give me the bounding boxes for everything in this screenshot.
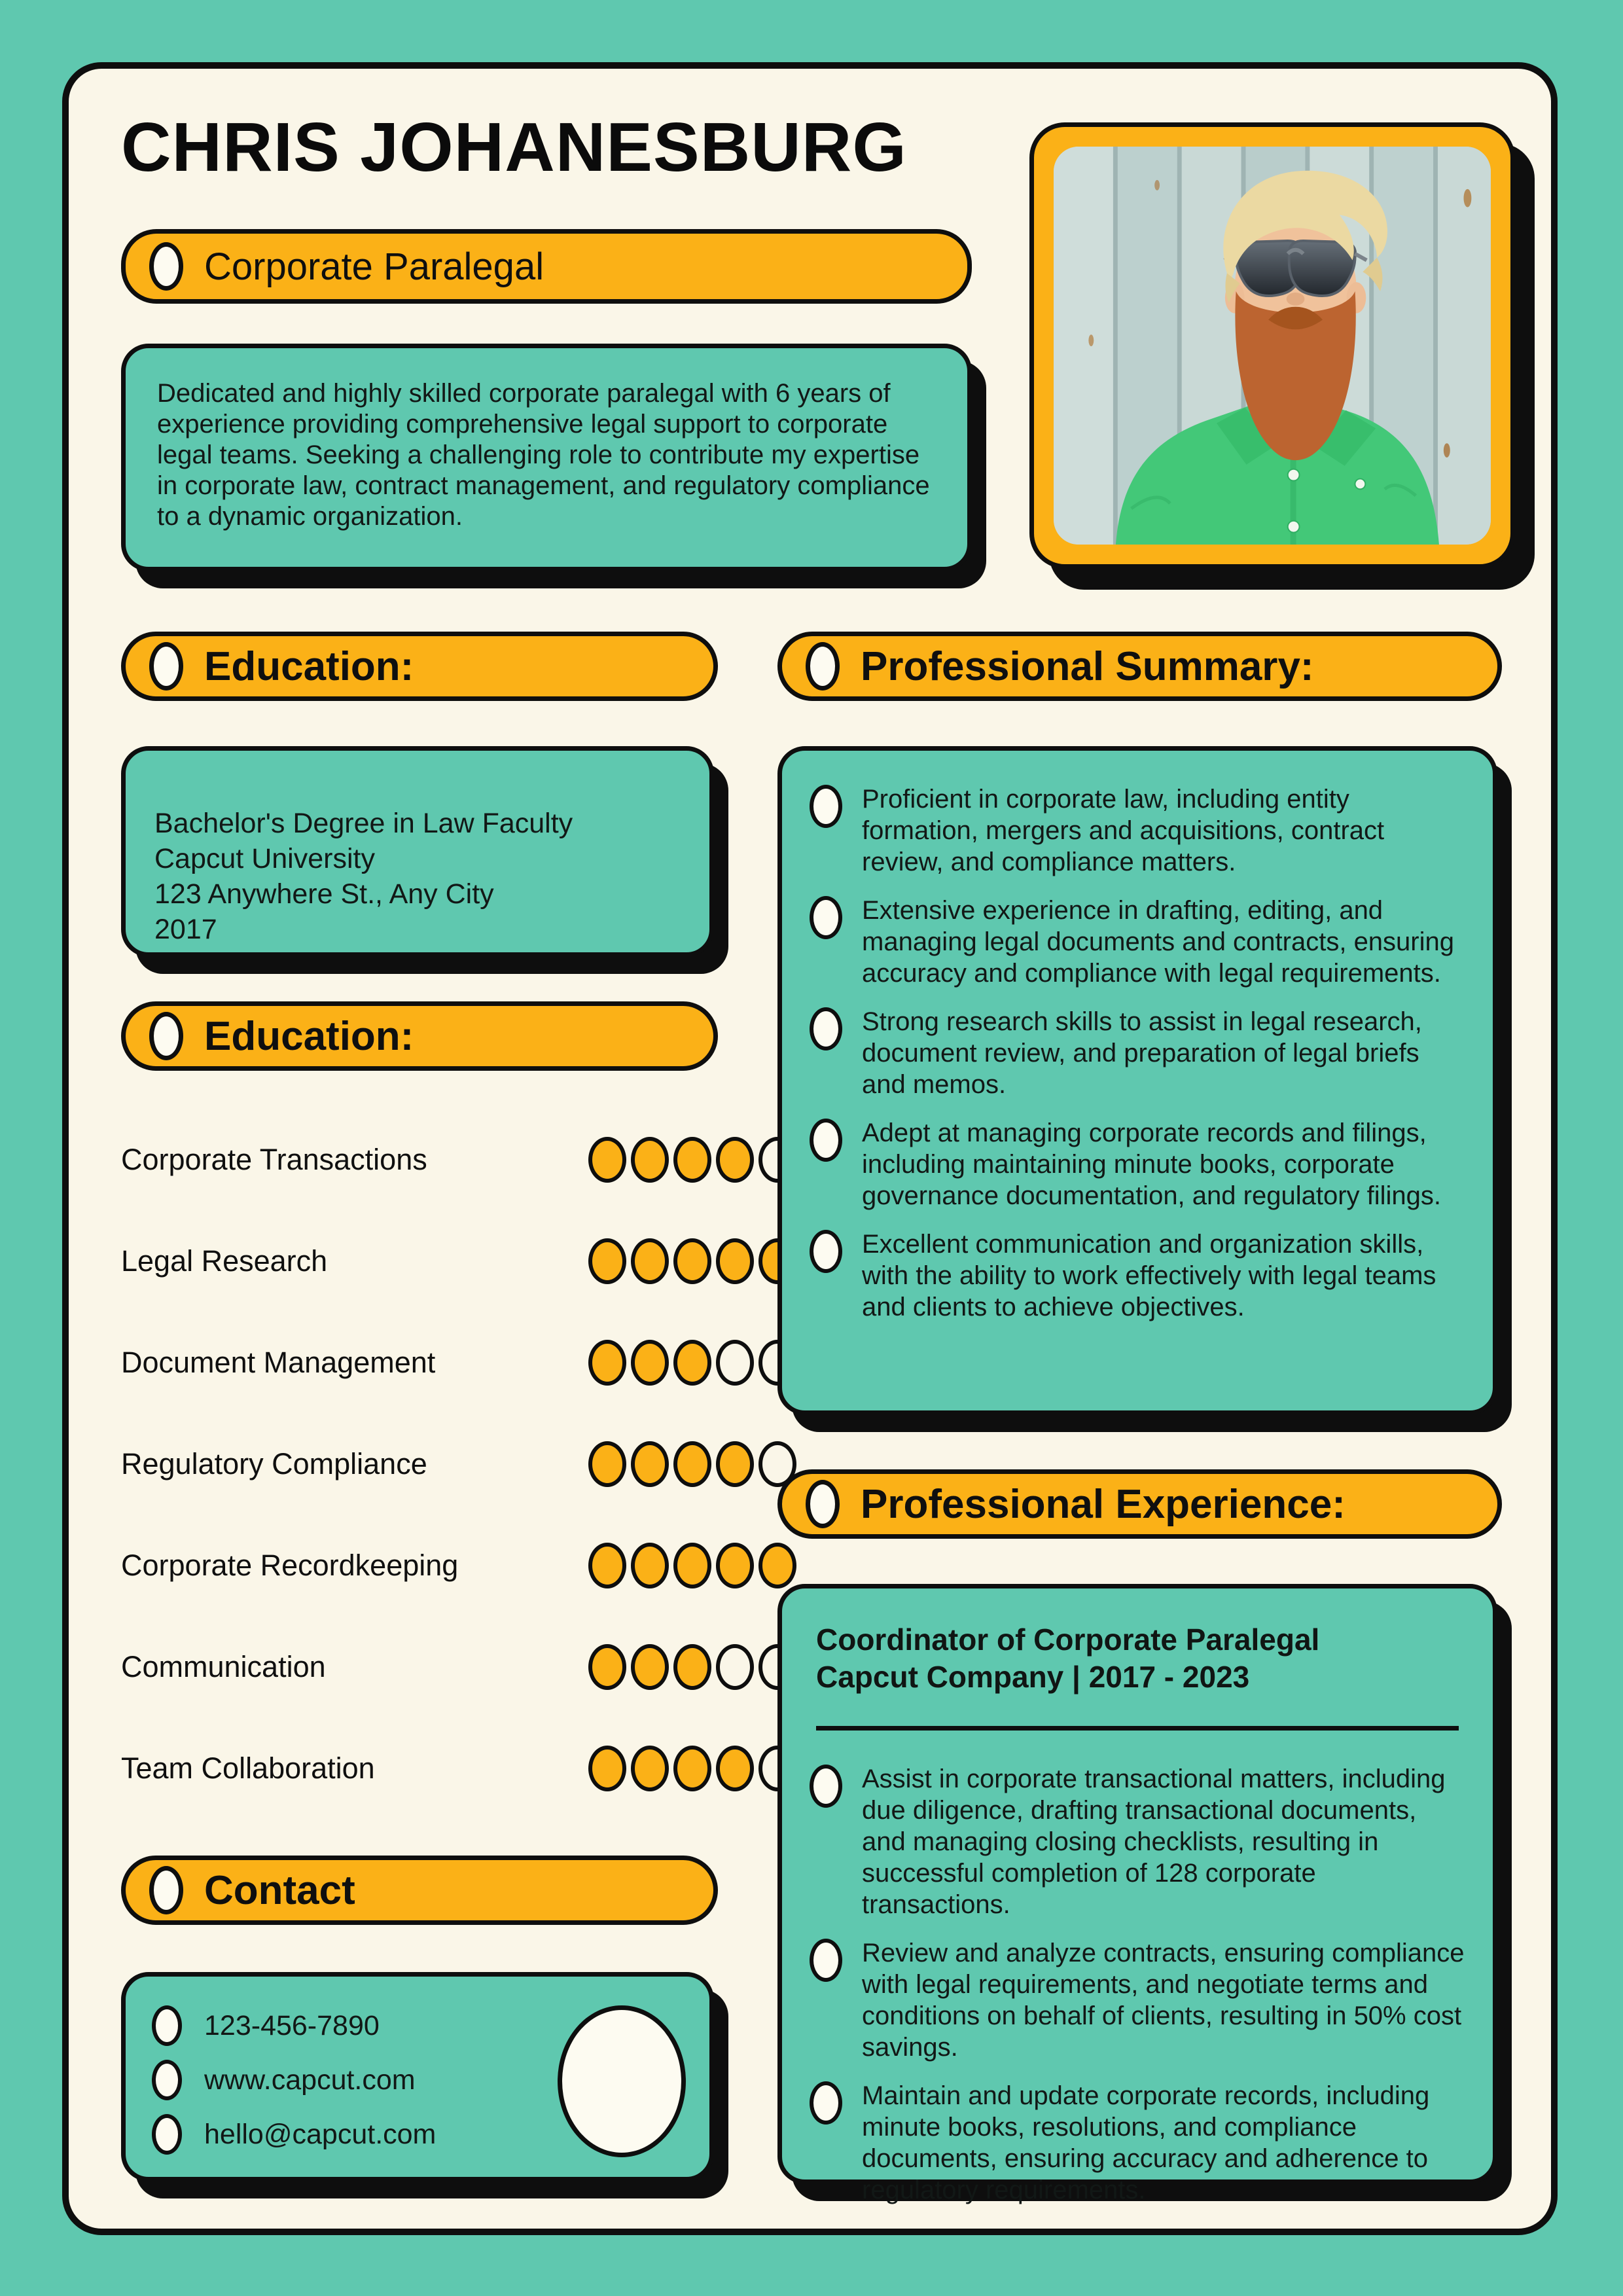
headshot-photo (1054, 147, 1491, 545)
rating-dot-filled-icon (673, 1340, 711, 1386)
rating-dot-filled-icon (588, 1746, 626, 1791)
education-header-label: Education: (204, 643, 414, 689)
photo-frame (1029, 122, 1515, 569)
bullet-icon (810, 896, 842, 939)
professional-summary-box (777, 746, 1497, 1415)
bullet-icon (810, 1765, 842, 1808)
person-name: CHRIS JOHANESBURG (121, 109, 907, 186)
contact-header-badge (121, 1856, 718, 1925)
professional-experience-header-badge (777, 1469, 1502, 1539)
rating-dot-filled-icon (716, 1543, 754, 1588)
experience-bullet (810, 1763, 1467, 1920)
experience-role (810, 1621, 1467, 1696)
summary-bullet (810, 895, 1467, 989)
experience-bullet-text: Assist in corporate transactional matters, including due diligence, drafting transactional documents, and managing closing checklists, resulting in successful completion of 128 corporate transactions. (862, 1765, 1446, 1919)
rating-dot-filled-icon (631, 1644, 669, 1690)
skill-row (121, 1746, 796, 1791)
contact-box (121, 1972, 714, 2181)
skill-label: Corporate Transactions (121, 1143, 427, 1176)
rating-dot-empty-icon (716, 1644, 754, 1690)
education-line: 123 Anywhere St., Any City (154, 878, 494, 910)
rating-dot-filled-icon (631, 1543, 669, 1588)
summary-bullet (810, 1229, 1467, 1323)
rating-dot-filled-icon (673, 1644, 711, 1690)
experience-role-meta: Capcut Company | 2017 - 2023 (816, 1660, 1250, 1694)
rating-dot-filled-icon (716, 1238, 754, 1284)
rating-dot-filled-icon (673, 1441, 711, 1487)
professional-summary-header-label: Professional Summary: (861, 643, 1314, 689)
professional-experience-box (777, 1584, 1497, 2204)
skill-label: Communication (121, 1650, 326, 1683)
experience-divider (816, 1726, 1459, 1731)
experience-bullet (810, 2080, 1467, 2206)
education-line: 2017 (154, 914, 217, 945)
skill-row (121, 1340, 796, 1386)
job-title-badge (121, 229, 972, 304)
rating-dot-filled-icon (631, 1746, 669, 1791)
education-line: Capcut University (154, 843, 375, 874)
education-line: Bachelor's Degree in Law Faculty (154, 808, 573, 839)
rating-dot-filled-icon (631, 1238, 669, 1284)
experience-bullet-text: Review and analyze contracts, ensuring compliance with legal requirements, and negotiate terms and conditions on behalf of clients, resulting in 50% cost savings. (862, 1939, 1465, 2062)
badge-bullet-icon (149, 1012, 183, 1060)
skill-label: Team Collaboration (121, 1751, 375, 1785)
experience-bullet-text: Maintain and update corporate records, including minute books, resolutions, and compliance documents, ensuring accuracy and adherence to regulatory requirements. (862, 2081, 1430, 2204)
rating-dot-filled-icon (588, 1644, 626, 1690)
rating-dot-filled-icon (631, 1441, 669, 1487)
rating-dot-filled-icon (588, 1137, 626, 1183)
rating-dot-filled-icon (588, 1543, 626, 1588)
skill-row (121, 1441, 796, 1487)
objective-summary-box (121, 344, 972, 571)
badge-bullet-icon (149, 642, 183, 691)
summary-bullet (810, 1006, 1467, 1100)
experience-bullet (810, 1937, 1467, 2063)
rating-dot-filled-icon (716, 1137, 754, 1183)
skill-label: Corporate Recordkeeping (121, 1549, 459, 1582)
summary-bullet-text: Strong research skills to assist in legal research, document review, and preparation of legal briefs and memos. (862, 1007, 1422, 1099)
rating-dot-filled-icon (673, 1238, 711, 1284)
contact-oval-decoration (558, 2005, 686, 2157)
skill-rating (588, 1238, 796, 1284)
rating-dot-filled-icon (673, 1543, 711, 1588)
bullet-icon (152, 2060, 182, 2100)
skills-list (121, 1137, 796, 1847)
summary-bullet-text: Extensive experience in drafting, editing, and managing legal documents and contracts, ensuring accuracy and compliance with legal requirements. (862, 896, 1454, 988)
skill-label: Regulatory Compliance (121, 1447, 427, 1480)
skill-rating (588, 1746, 796, 1791)
rating-dot-filled-icon (588, 1441, 626, 1487)
skill-rating (588, 1137, 796, 1183)
skill-row (121, 1238, 796, 1284)
bullet-icon (810, 785, 842, 828)
skill-label: Legal Research (121, 1244, 328, 1278)
contact-text: 123-456-7890 (204, 2009, 380, 2041)
rating-dot-filled-icon (716, 1441, 754, 1487)
skill-row (121, 1644, 796, 1690)
objective-summary-text: Dedicated and highly skilled corporate paralegal with 6 years of experience providing comprehensive legal support to corporate legal teams. Seeking a challenging role to contribute my expertise in corporate law, contract management, and regulatory compliance to a dynamic organization. (157, 379, 930, 531)
skill-rating (588, 1340, 796, 1386)
rating-dot-filled-icon (673, 1137, 711, 1183)
bullet-icon (810, 1007, 842, 1050)
professional-experience-header-label: Professional Experience: (861, 1481, 1346, 1527)
summary-bullet (810, 783, 1467, 878)
contact-text: hello@capcut.com (204, 2118, 437, 2150)
bullet-icon (810, 1230, 842, 1273)
badge-bullet-icon (806, 642, 840, 691)
bullet-icon (810, 1119, 842, 1162)
page-card (62, 62, 1558, 2235)
professional-experience-bullets (810, 1763, 1467, 2206)
contact-text: www.capcut.com (204, 2064, 416, 2096)
skill-row (121, 1543, 796, 1588)
education-box (121, 746, 714, 957)
summary-bullet-text: Proficient in corporate law, including entity formation, mergers and acquisitions, contract review, and compliance matters. (862, 785, 1385, 876)
professional-summary-header-badge (777, 632, 1502, 701)
skill-label: Document Management (121, 1346, 436, 1379)
rating-dot-filled-icon (588, 1238, 626, 1284)
rating-dot-filled-icon (631, 1340, 669, 1386)
skill-rating (588, 1644, 796, 1690)
skills-header-label: Education: (204, 1013, 414, 1059)
badge-bullet-icon (806, 1480, 840, 1528)
rating-dot-filled-icon (588, 1340, 626, 1386)
rating-dot-filled-icon (716, 1746, 754, 1791)
professional-summary-bullets (810, 783, 1467, 1323)
badge-bullet-icon (149, 242, 183, 291)
bullet-icon (152, 2114, 182, 2155)
skill-rating (588, 1543, 796, 1588)
rating-dot-filled-icon (631, 1137, 669, 1183)
education-header-badge (121, 632, 718, 701)
skill-row (121, 1137, 796, 1183)
badge-bullet-icon (149, 1866, 183, 1914)
rating-dot-filled-icon (673, 1746, 711, 1791)
bullet-icon (810, 1939, 842, 1982)
skill-rating (588, 1441, 796, 1487)
summary-bullet-text: Excellent communication and organization skills, with the ability to work effectively with legal teams and clients to achieve objectives. (862, 1230, 1436, 1321)
skills-header-badge (121, 1001, 718, 1071)
summary-bullet-text: Adept at managing corporate records and filings, including maintaining minute books, corporate governance documentation, and regulatory filings. (862, 1119, 1441, 1210)
rating-dot-filled-icon (758, 1543, 796, 1588)
bullet-icon (152, 2005, 182, 2046)
education-lines (154, 806, 696, 947)
experience-role-title: Coordinator of Corporate Paralegal (816, 1623, 1320, 1657)
job-title-label: Corporate Paralegal (204, 245, 544, 288)
summary-bullet (810, 1117, 1467, 1211)
rating-dot-empty-icon (716, 1340, 754, 1386)
contact-header-label: Contact (204, 1867, 355, 1913)
bullet-icon (810, 2081, 842, 2125)
